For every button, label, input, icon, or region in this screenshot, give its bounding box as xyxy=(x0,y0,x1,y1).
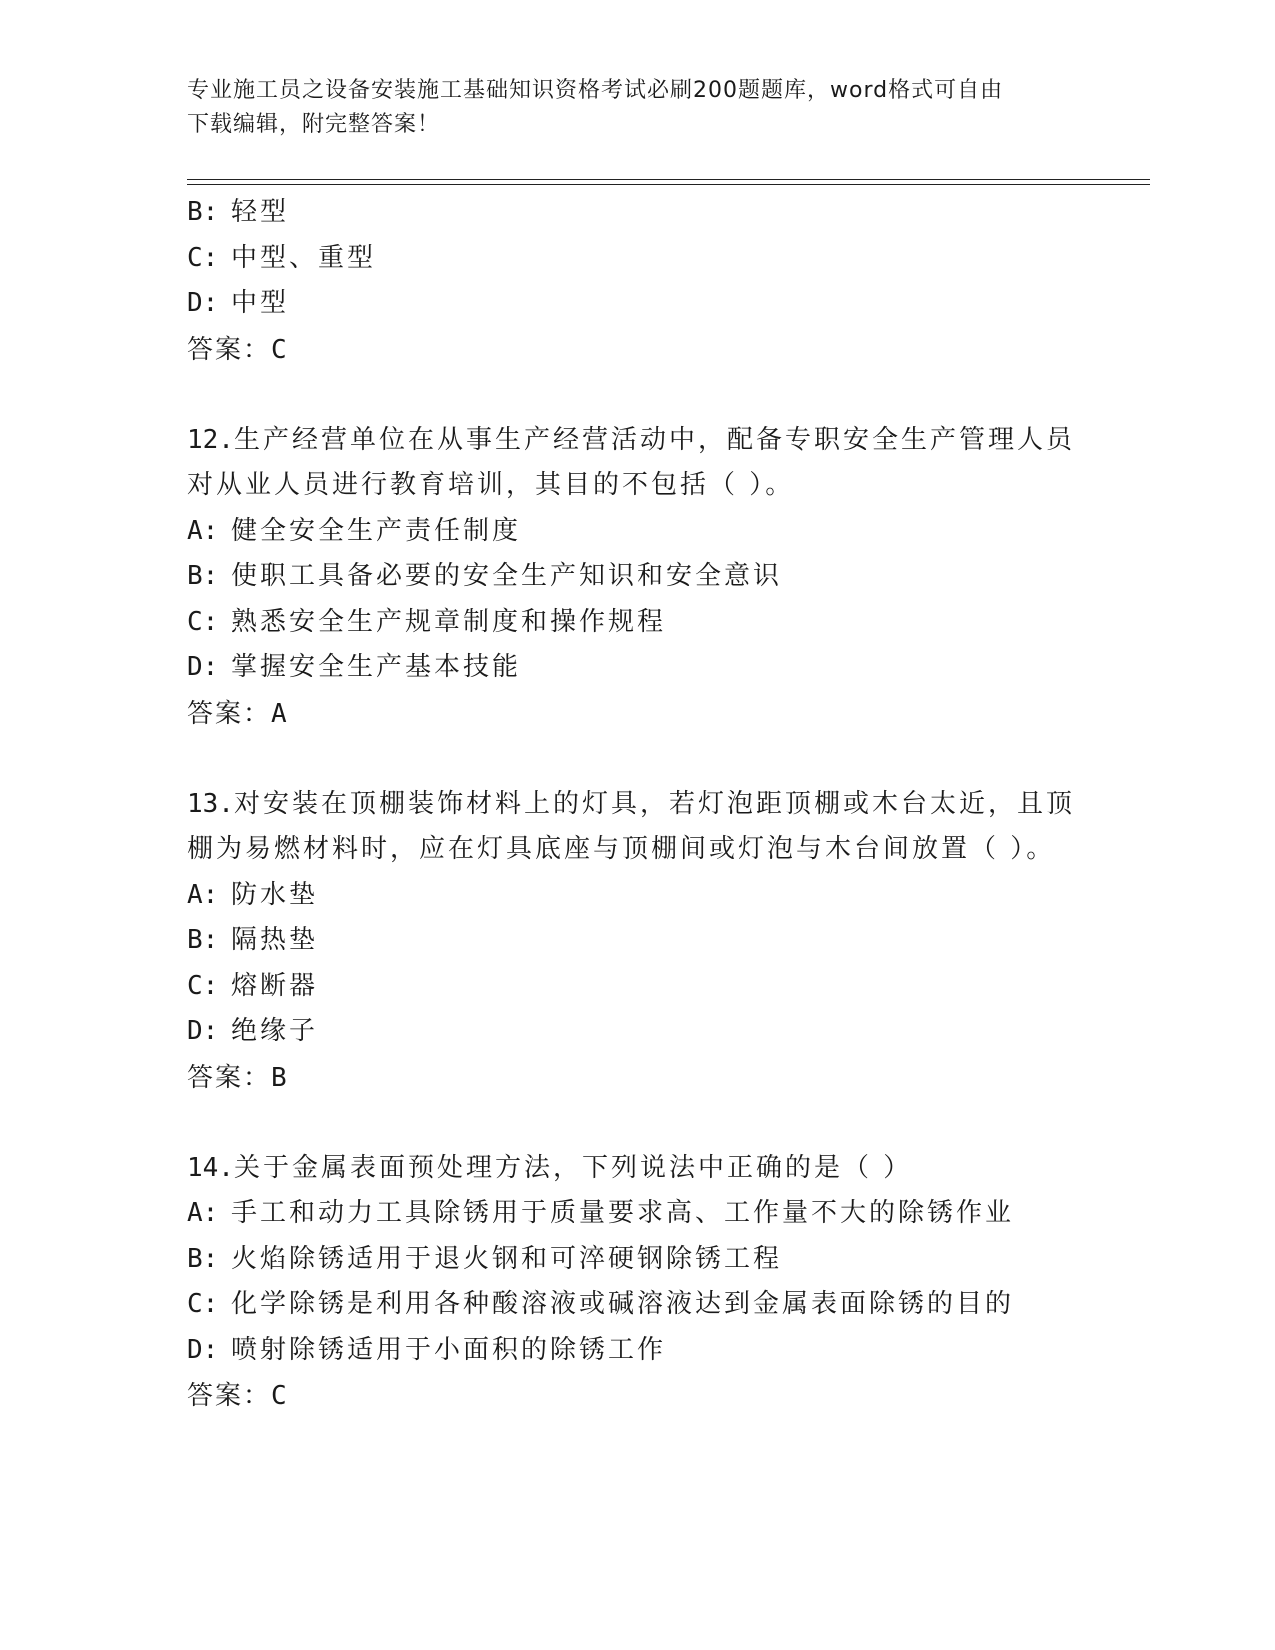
option-c xyxy=(187,600,1087,646)
option-prefix: B: xyxy=(187,925,219,955)
option-c xyxy=(187,236,1087,282)
answer-line xyxy=(187,327,1087,373)
option-text: 使职工具备必要的安全生产知识和安全意识 xyxy=(231,561,783,591)
option-text: 健全安全生产责任制度 xyxy=(231,515,522,546)
option-text: 防水垫 xyxy=(231,879,319,910)
question-number: 12. xyxy=(187,424,234,455)
question-stem-text: 生产经营单位在从事生产经营活动中，配备专职安全生产管理人员 xyxy=(233,424,1075,455)
question-stem-line-2: 棚为易燃材料时，应在灯具底座与顶棚间或灯泡与木台间放置（ ）。 xyxy=(187,834,1056,864)
option-b xyxy=(187,554,1087,600)
option-prefix: C: xyxy=(187,970,219,1001)
option-b xyxy=(187,190,1087,236)
answer-line xyxy=(187,1373,1087,1419)
option-prefix: C: xyxy=(187,1289,219,1319)
question-12 xyxy=(187,418,1087,737)
option-b xyxy=(187,918,1087,964)
question-stem-line-2: 对从业人员进行教育培训，其目的不包括（ ）。 xyxy=(187,470,795,500)
question-spacer xyxy=(187,737,1087,782)
question-14 xyxy=(187,1146,1087,1420)
option-d xyxy=(187,645,1087,691)
answer-line xyxy=(187,691,1087,737)
option-text: 掌握安全生产基本技能 xyxy=(231,652,522,682)
option-c xyxy=(187,964,1087,1010)
question-stem-line-1 xyxy=(187,782,1087,828)
option-a xyxy=(187,1191,1087,1237)
option-prefix: A: xyxy=(187,1198,219,1228)
option-text: 绝缘子 xyxy=(231,1016,319,1046)
answer-value: B xyxy=(271,1062,289,1093)
option-prefix: D: xyxy=(187,652,219,682)
option-a xyxy=(187,873,1087,919)
header-divider-bottom xyxy=(187,184,1150,185)
option-prefix: A: xyxy=(187,879,219,910)
option-prefix: D: xyxy=(187,1016,219,1046)
answer-label: 答案： xyxy=(187,698,272,729)
option-text: 轻型 xyxy=(231,197,290,227)
answer-value: A xyxy=(271,698,289,729)
answer-label: 答案： xyxy=(187,1062,272,1093)
question-stem-text: 对安装在顶棚装饰材料上的灯具，若灯泡距顶棚或木台太近，且顶 xyxy=(233,788,1075,819)
header-line-2: 下载编辑，附完整答案！ xyxy=(187,112,441,137)
option-prefix: C: xyxy=(187,242,219,273)
option-prefix: B: xyxy=(187,197,219,227)
header-divider-top xyxy=(187,179,1150,180)
question-stem-text: 关于金属表面预处理方法，下列说法中正确的是（ ） xyxy=(233,1152,913,1183)
answer-line xyxy=(187,1055,1087,1101)
option-prefix: A: xyxy=(187,515,219,546)
question-stem-line-1 xyxy=(187,418,1087,464)
option-text: 熔断器 xyxy=(231,970,319,1001)
option-prefix: D: xyxy=(187,1334,219,1365)
answer-label: 答案： xyxy=(187,1381,272,1411)
option-b xyxy=(187,1237,1087,1283)
question-fragment xyxy=(187,190,1087,373)
option-c xyxy=(187,1282,1087,1328)
answer-label: 答案： xyxy=(187,334,272,365)
option-text: 手工和动力工具除锈用于质量要求高、工作量不大的除锈作业 xyxy=(231,1198,1015,1228)
question-number: 13. xyxy=(187,788,234,819)
header-line-1: 专业施工员之设备安装施工基础知识资格考试必刷200题题库，word格式可自由 xyxy=(187,78,1004,103)
option-prefix: D: xyxy=(187,288,219,318)
option-text: 火焰除锈适用于退火钢和可淬硬钢除锈工程 xyxy=(231,1243,783,1274)
question-spacer xyxy=(187,1101,1087,1146)
question-spacer xyxy=(187,373,1087,418)
option-prefix: C: xyxy=(187,606,219,637)
question-stem-line-1 xyxy=(187,1146,1087,1192)
question-number: 14. xyxy=(187,1152,234,1183)
answer-value: C xyxy=(271,1381,289,1411)
answer-value: C xyxy=(271,334,289,365)
question-list xyxy=(187,190,1087,1419)
option-text: 喷射除锈适用于小面积的除锈工作 xyxy=(231,1334,667,1365)
option-text: 隔热垫 xyxy=(231,925,319,955)
option-a xyxy=(187,509,1087,555)
option-d xyxy=(187,1328,1087,1374)
option-text: 化学除锈是利用各种酸溶液或碱溶液达到金属表面除锈的目的 xyxy=(231,1289,1015,1319)
option-text: 中型 xyxy=(231,288,290,318)
option-d xyxy=(187,281,1087,327)
option-text: 中型、重型 xyxy=(231,242,377,273)
option-prefix: B: xyxy=(187,561,219,591)
option-d xyxy=(187,1009,1087,1055)
option-text: 熟悉安全生产规章制度和操作规程 xyxy=(231,606,667,637)
question-13 xyxy=(187,782,1087,1101)
document-header xyxy=(187,74,1067,142)
option-prefix: B: xyxy=(187,1243,219,1274)
